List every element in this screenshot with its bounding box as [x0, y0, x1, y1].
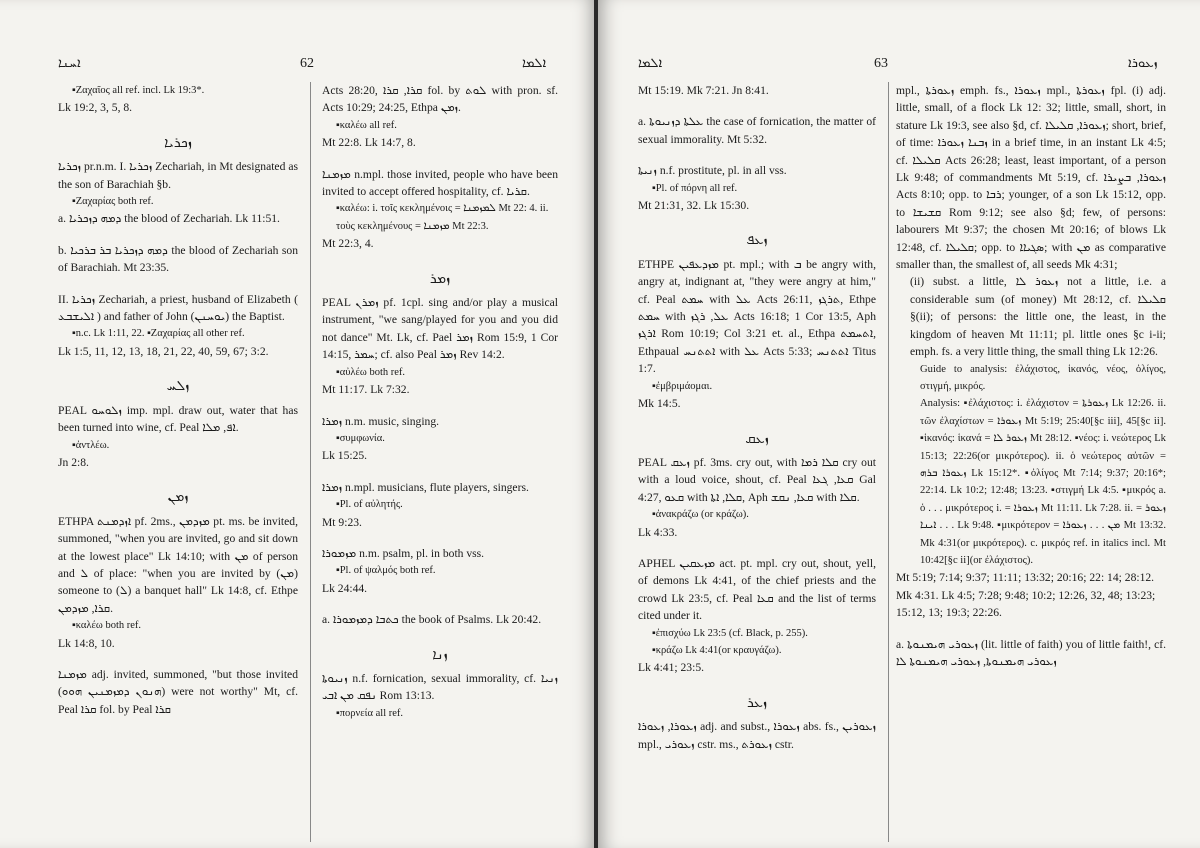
entry-text: ETHPE ܡܙܕܥܦܝܢ pt. mpl.; with ܒ be angry with, angry at, indignant at, "they were angry at him," cf. Peal ܚܡܬ with ܥܠ Acts 26:11, ܬܪܓܙ, Ethpe ܚܡܬ with ܥܠ, ܪܓܙ Acts 16:18; 1 Cor 13:5, Aph ܐܪܓܙ Rom 10:19; Col 3:21 et. al., Ethpa ܐܬܚܡܬ, Ethpaual ܐܬܬܢܚ with ܥܠ Acts 5:33; ܐܬܬܢܚ Titus 1:7.: [638, 257, 876, 376]
greek-reference-note: ▪συμφωνία.: [336, 432, 385, 444]
entry-root-heading: ܙܡܪ: [429, 271, 451, 287]
right-page-number: 63: [874, 56, 888, 71]
verse-reference-line: Mt 5:19; 7:14; 9:37; 11:11; 13:32; 20:16; 22: 14; 28:12. Mk 4:31. Lk 4:5; 7:28; 9:48; 10:2; 12:26, 32, 48; 13:23; 15:12, 13; 19:3; 22:26.: [896, 571, 1156, 620]
greek-reference-note: ▪Ζαχαρίας both ref.: [72, 196, 154, 208]
entry-text: ܙܥܘܪܐ, ܙܥܘܪܐ adj. and subst., ܙܥܘܪܐ abs. fs., ܙܥܘܪܝܢ mpl., ܙܥܘܪܝ cstr. ms., ܙܥܘܪܬ cstr.: [638, 720, 876, 751]
verse-reference-line: Lk 1:5, 11, 12, 13, 18, 21, 22, 40, 59, 67; 3:2.: [58, 344, 269, 358]
entry-text: a. ܕܡܗ ܕܙܟܪܝܐ the blood of Zechariah. Lk 11:51.: [58, 212, 280, 226]
entry-root-heading: ܙܥܩ: [745, 431, 769, 447]
greek-reference-note: ▪αὐλέω both ref.: [336, 366, 406, 378]
entry-text: ܙܟܪܝܐ pr.n.m. I. ܙܟܪܝܐ Zechariah, in Mt designated as the son of Barachiah §b.: [58, 160, 298, 191]
left-page-number: 62: [300, 56, 314, 71]
verse-reference-line: Mt 9:23.: [322, 515, 362, 529]
left-header-right-syriac: ܐܠܡܐ: [522, 56, 547, 71]
greek-reference-note: ▪ἐμβριμάομαι.: [652, 380, 713, 392]
verse-reference-line: Lk 4:33.: [638, 525, 678, 539]
entry-text: ܙܢܝܘܬܐ n.f. fornication, sexual immorality, cf. ܙܢܝܐ ܢܦܩ ܡܢ ܐܒܝ Rom 13:13.: [322, 671, 558, 703]
right-column-divider: [888, 82, 889, 842]
greek-reference-note: ▪κράζω Lk 4:41(or κραυγάζω).: [652, 644, 782, 656]
entry-text: a. ܟܬܒܐ ܕܡܙܡܘܪܐ the book of Psalms. Lk 20:42.: [322, 613, 542, 627]
verse-reference-line: Lk 19:2, 3, 5, 8.: [58, 101, 133, 115]
entry-text: mpl., ܙܥܘܪܬܐ emph. fs., ܙܥܘܪܐ mpl., ܙܥܘܪܬܐ fpl. (i) adj. little, small, of a flock Lk 12: 32; little, small, short, in stature Lk 19:3, see also §d, cf. ܙܥܘܪܐ, ܩܠܝܠܐ; short, brief, of time: ܙܒܢܐ ܙܥܘܪܐ in a brief time, in an instant Lk 4:5; cf. ܩܠܝܠܐ Acts 26:28; least, least important, of a person Lk 9:48; of commandments Mt 5:19, cf. ܙܥܘܪܐ, ܒܨܝܪܐ Acts 8:10; opp. to ܪܒܐ; younger, of a son Lk 15:12, opp. to ܩܫܝܫܐ Rom 9:12; see also §d; few, of persons: labourers Mt 9:37; the chosen Mt 20:16; of blows Lk 12:48, cf. ܩܠܝܠܐ; opp. to ܣܓܝܐܐ; with ܡܢ as comparative smaller than, the smallest of, all seeds Mk 4:31;: [896, 84, 1167, 272]
entry-root-heading: ܙܠܚ: [166, 379, 190, 395]
verse-reference-line: Jn 2:8.: [58, 455, 89, 469]
greek-reference-note: ▪n.c. Lk 1:11, 22. ▪Ζαχαρίας all other ref.: [72, 328, 245, 340]
entry-root-heading: ܙܥܦ: [746, 233, 768, 249]
entry-text: b. ܕܡܗ ܕܙܟܪܝܐ ܒܪ ܒܪܟܝܐ the blood of Zechariah son of Barachiah. Mt 23:35.: [58, 243, 298, 275]
right-page: [598, 0, 1200, 848]
entry-text: ܙܢܝܬܐ n.f. prostitute, pl. in all vss.: [638, 164, 787, 178]
entry-text: ܡܙܡܢܐ adj. invited, summoned, "but those invited (ܗܢܘܢ ܕܡܙܡܢܝܢ ܗܘܘ) were not worthy" Mt, cf. Peal ܩܪܐ fol. by Peal ܩܪܐ: [58, 667, 298, 716]
greek-reference-note: ▪Pl. of ψαλμός both ref.: [336, 565, 436, 577]
greek-reference-note: ▪καλέω: i. τοῖς κεκλημένοις = ܠܡܙܡܢܐ Mt 22: 4. ii. τοὺς κεκλημένους = ܡܙܡܢܐ Mt 22:3.: [336, 203, 549, 232]
entry-text: PEAL ܙܠܘܚܘ imp. mpl. draw out, water that has been turned into wine, cf. Peal ܐܦ, ܡܠܐ.: [58, 403, 298, 435]
right-column-1: [638, 82, 876, 753]
entry-text: ETHPA ܐܙܕܡܢܬ pf. 2ms., ܡܙܕܡܢ pt. ms. be invited, summoned, "when you are invited, go and sit down at the lowest place" Lk 14:10; with ܡܢ of person and ܠ of place: "when you are invited by (ܡܢ) someone to (ܠ) a banquet hall" Lk 14:8, cf. Ethpe ܩܪܐ, ܡܙܕܡܢ.: [58, 514, 299, 615]
entry-root-heading: ܙܡܢ: [167, 490, 189, 506]
verse-reference-line: Mt 21:31, 32. Lk 15:30.: [638, 199, 750, 213]
verse-reference-line: Lk 15:25.: [322, 449, 368, 463]
greek-reference-note: ▪ἐπισχύω Lk 23:5 (cf. Black, p. 255).: [652, 627, 808, 639]
verse-reference-line: Lk 24:44.: [322, 581, 368, 595]
right-column-2: [896, 82, 1166, 670]
left-page: [0, 0, 596, 848]
entry-text: Analysis: ▪ἐλάχιστος: i. ἐλάχιστον = ܙܥܘܪܬܐ Lk 12:26. ii. τῶν ἐλαχίστων = ܙܥܘܪܐ Mt 5:19; 25:40[§c iii], 45[§c ii]. ▪ἱκανός: ἱκανά = ܙܥܘܪ ܠܐ Mt 28:12. ▪νέος: i. νεώτερος Lk 15:13; 22:26(or μικρότερος). ii. ὁ νεώτερος αὐτῶν = ܙܥܘܪܐ ܒܪܗ Lk 15:12*. ▪ὀλίγος Mt 7:14; 9:37; 20:16*; 22:14. Lk 10:2; 12:48; 13:23. ▪στιγμή Lk 4:5. ▪μικρός a. ὁ . . . μικρότερος i. = ܙܥܘܪܐ Mt 11:11. Lk 7:28. ii. = ܙܥܘܪ . . . ܐܝܢܐ Lk 9:48. ▪μικρότερον = ܡܢ . . . ܙܥܘܪܐ Mt 13:32. Mk 4:31(or μικρότερος). c. μικρός ref. in italics incl. Mt 10:42[§c ii](or ἐλάχιστος).: [920, 398, 1167, 566]
entry-text: PEAL ܙܥܩ pf. 3ms. cry out, with ܩܠܐ ܪܡܐ cry out with a loud voice, shout, cf. Peal ܩܥܐ, ܓܥܐ Gal 4:27, ܩܥܘ with ܩܠܐ, ܐܬܐ, Aph ܩܥܐ, ܢܩܫ with ܩܠܐ.: [638, 455, 876, 504]
entry-text: PEAL ܙܡܪܢ pf. 1cpl. sing and/or play a musical instrument, "we sang/played for you and you did not dance" Mt. Lk, cf. Pael ܙܡܪ Rom 15:9, 1 Cor 14:15, ܚܡܪ; cf. also Peal ܙܡܪ Rev 14:2.: [322, 296, 558, 362]
entry-text: APHEL ܡܙܥܩܝܢ act. pt. mpl. cry out, shout, yell, of demons Lk 4:41, of the chief priests and the crowd Lk 23:5, cf. Peal ܩܥܐ and the list of terms cited under it.: [638, 556, 877, 623]
left-column-2: [322, 82, 558, 722]
greek-reference-note: ▪ἀντλέω.: [72, 439, 110, 451]
entry-text: ܡܙܡܘܪܐ n.m. psalm, pl. in both vss.: [322, 546, 485, 560]
verse-reference-line: Mt 15:19. Mk 7:21. Jn 8:41.: [638, 84, 769, 97]
verse-reference-line: Lk 4:41; 23:5.: [638, 661, 705, 675]
verse-reference-line: Mk 14:5.: [638, 397, 681, 411]
left-column-divider: [310, 82, 311, 842]
right-header-left-syriac: ܐܠܡܐ: [638, 56, 663, 71]
entry-text: ܡܙܡܢܐ n.mpl. those invited, people who have been invited to accept offered hospitality, cf. ܩܪܝܐ.: [322, 167, 558, 199]
verse-reference-line: Mt 22:3, 4.: [322, 237, 374, 251]
entry-root-heading: ܙܟܪܝܐ: [164, 135, 192, 151]
entry-text: ܙܡܪܐ n.mpl. musicians, flute players, singers.: [322, 480, 529, 494]
greek-reference-note: ▪πορνεία all ref.: [336, 707, 404, 719]
left-column-1: [58, 82, 298, 718]
entry-root-heading: ܙܢܐ: [432, 647, 448, 663]
greek-reference-note: ▪Ζαχαῖος all ref. incl. Lk 19:3*.: [72, 85, 205, 96]
greek-reference-note: ▪καλέω both ref.: [72, 620, 142, 632]
greek-reference-note: ▪Pl. of πόρνη all ref.: [652, 182, 738, 194]
verse-reference-line: Mt 11:17. Lk 7:32.: [322, 383, 410, 397]
greek-reference-note: ▪καλέω all ref.: [336, 119, 397, 131]
entry-text: II. ܙܟܪܝܐ Zechariah, a priest, husband of Elizabeth ( ܐܠܝܫܒܥ ) and father of John (ܝܘܚܢܢ) the Baptist.: [58, 292, 298, 324]
verse-reference-line: Lk 14:8, 10.: [58, 636, 115, 650]
greek-reference-note: ▪ἀνακράζω (or κράζω).: [652, 509, 749, 521]
left-header-left-syriac: ܐܚܢܐ: [58, 56, 81, 71]
entry-text: Acts 28:20, ܩܪܐ, ܩܪܐ fol. by ܠܘܬ with pron. sf. Acts 10:29; 24:25, Ethpa ܙܡܢ.: [322, 84, 559, 115]
entry-text: (ii) subst. a little, ܙܥܘܪ ܠܐ not a little, i.e. a considerable sum (of money) Mt 28:12, cf. ܩܠܝܠܐ §(ii); of persons: the little one, the least, in the kingdom of heaven Mt 11:11; pl. little ones §c i-ii; emph. fs. a very little thing, the small thing Lk 12:26.: [910, 275, 1166, 359]
greek-reference-note: ▪Pl. of αὐλητής.: [336, 499, 403, 511]
right-header-right-syriac: ܙܥܘܪܐ: [1128, 56, 1158, 71]
entry-text: ܙܡܪܐ n.m. music, singing.: [322, 414, 440, 428]
entry-text: Guide to analysis: ἐλάχιστος, ἱκανός, νέος, ὀλίγος, στιγμή, μικρός.: [920, 363, 1166, 392]
entry-root-heading: ܙܥܪ: [746, 695, 768, 711]
verse-reference-line: Mt 22:8. Lk 14:7, 8.: [322, 136, 416, 150]
entry-text: a. ܥܠܬܐ ܕܙܢܝܘܬܐ the case of fornication, the matter of sexual immorality. Mt 5:32.: [638, 115, 876, 146]
entry-text: a. ܙܥܘܪܝ ܗܝܡܢܘܬܐ (lit. little of faith) you of little faith!, cf. ܙܥܘܪܝ ܗܝܡܢܘܬܐ, ܙܥܘܪܝ ܗܝܡܢܘܬܐ ܠܐ: [896, 637, 1167, 668]
